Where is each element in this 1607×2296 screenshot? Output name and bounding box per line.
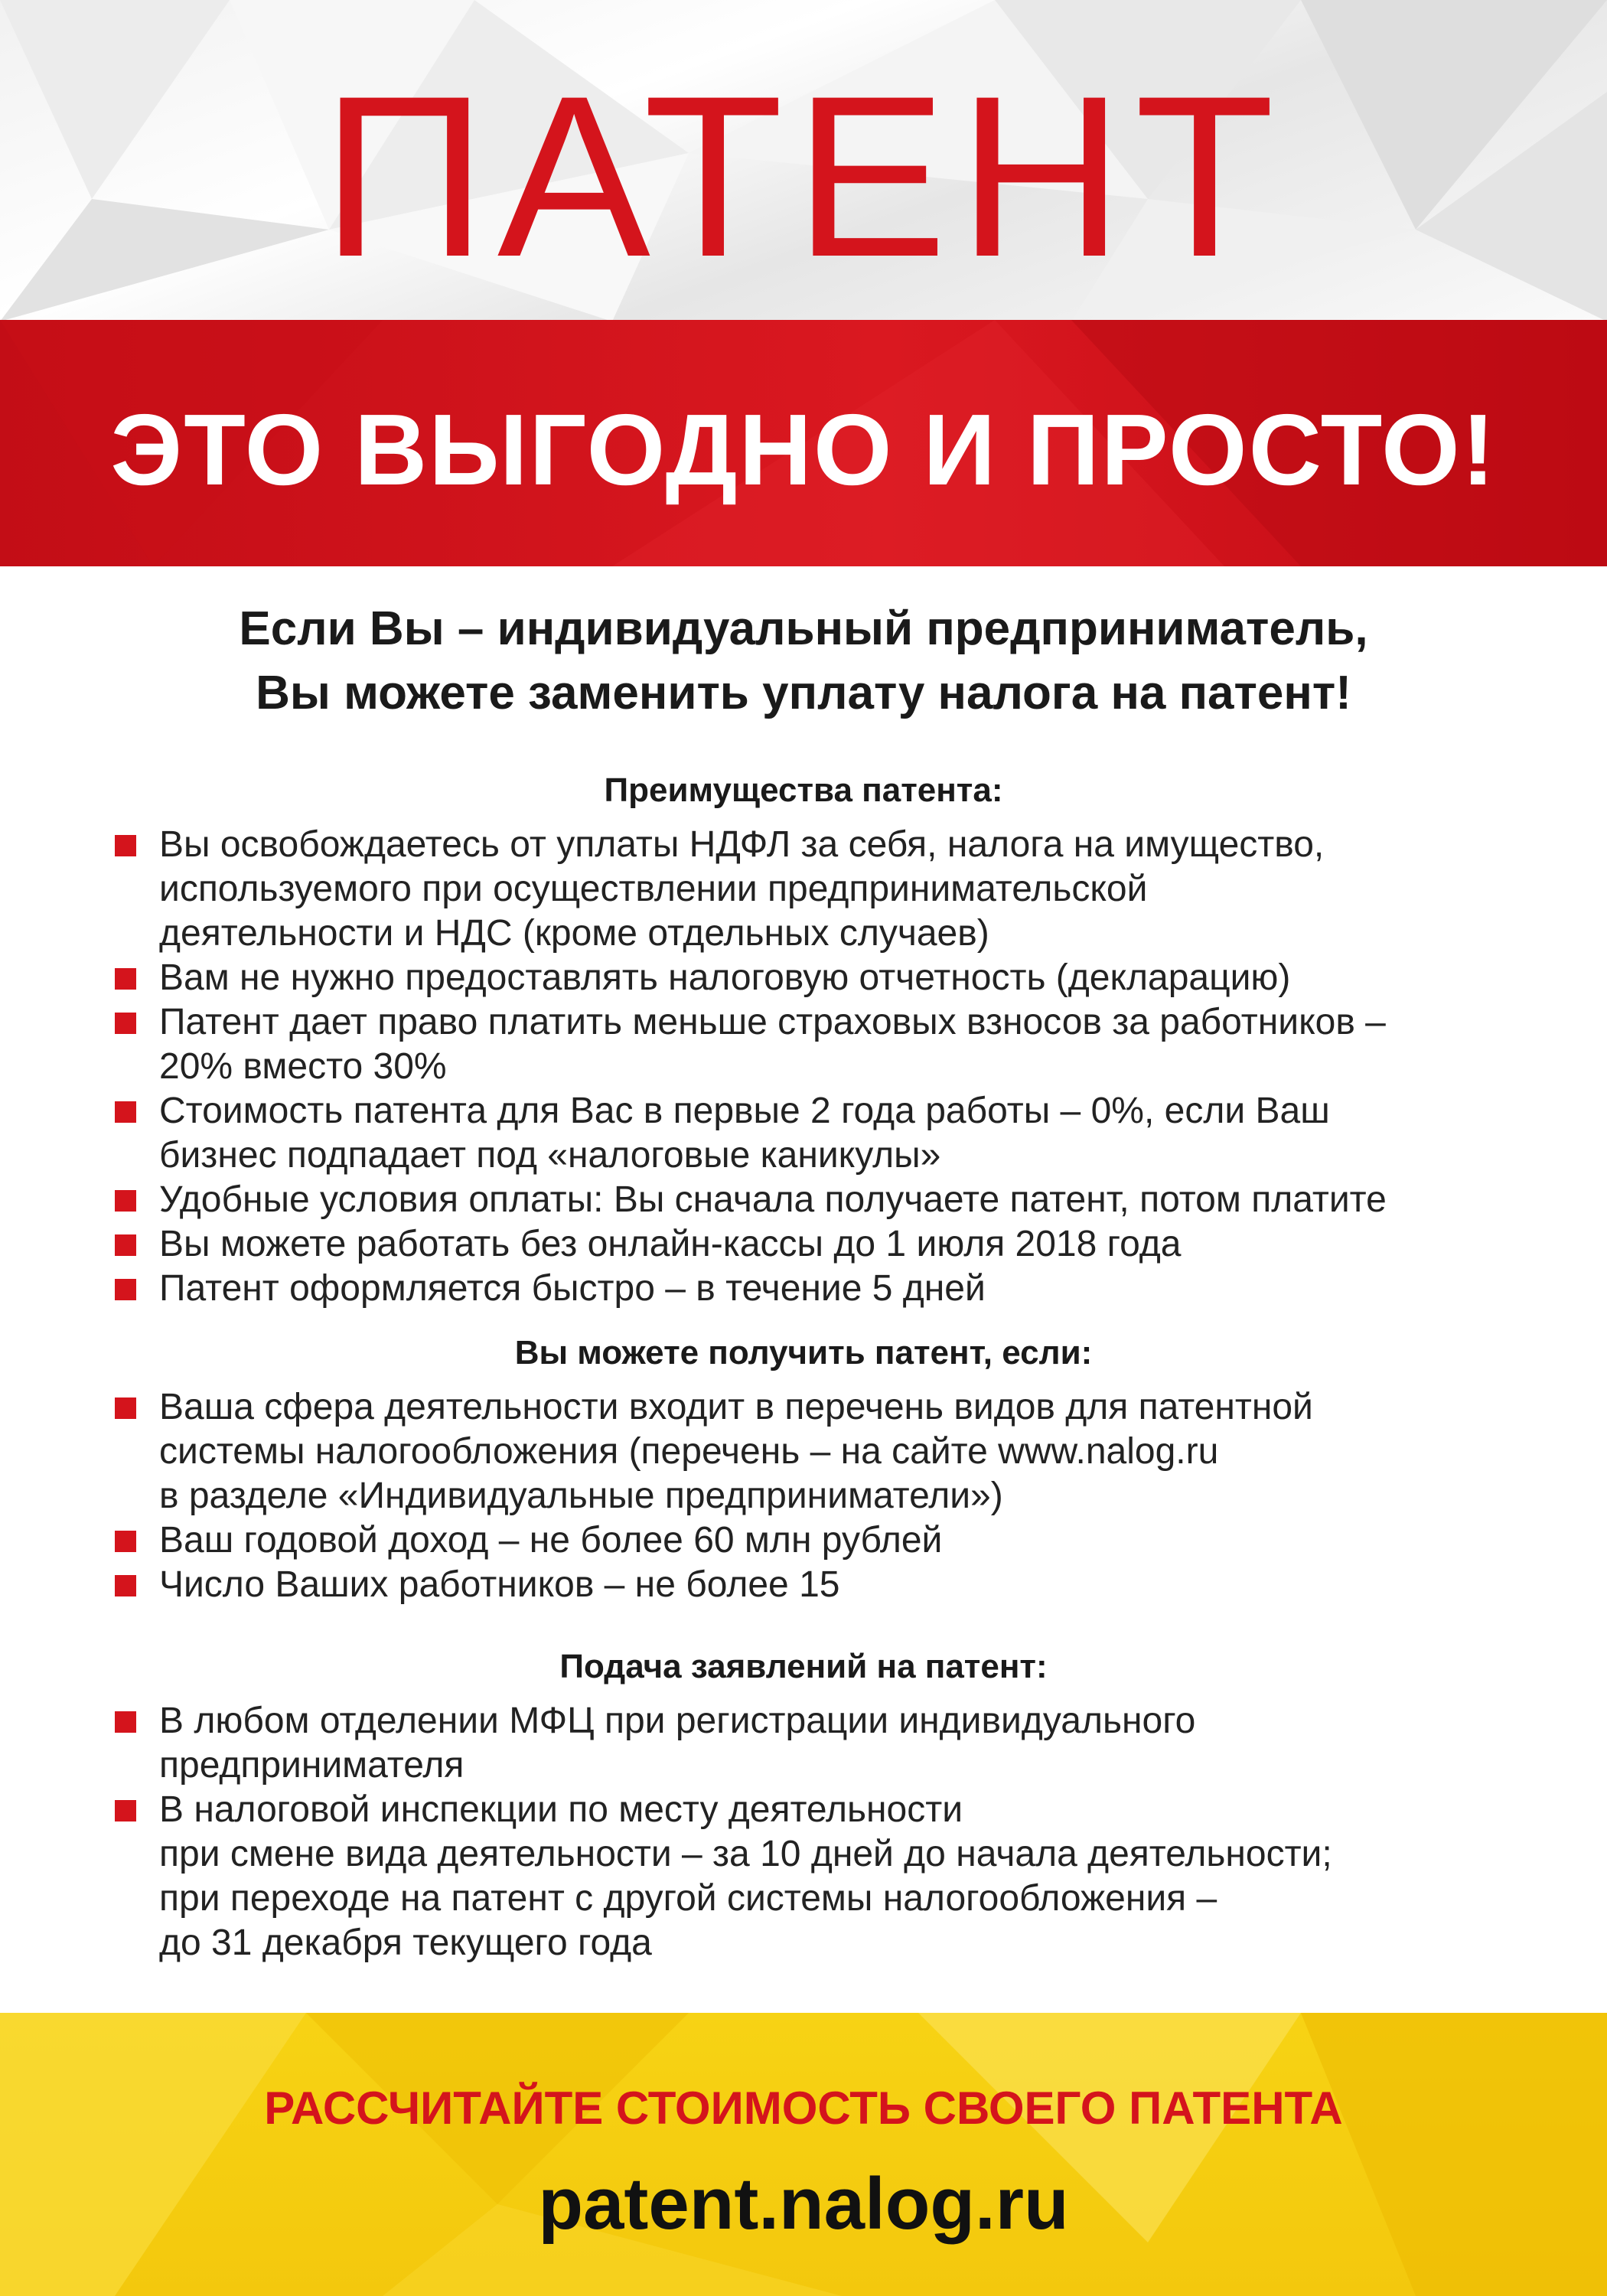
- bullet-square-icon: [115, 1575, 136, 1596]
- list-item-line: используемого при осуществлении предпринимательской: [159, 869, 1148, 909]
- bullet-square-icon: [115, 1190, 136, 1212]
- lead-line-1: Если Вы – индивидуальный предприниматель,: [239, 602, 1368, 655]
- list-item-line: Вам не нужно предоставлять налоговую отчетность (декларацию): [159, 957, 1291, 998]
- list-item-line: Ваша сфера деятельности входит в перечень видов для патентной: [159, 1387, 1313, 1427]
- list-item: [115, 1000, 1569, 1089]
- header-background: [0, 0, 1607, 321]
- list-item-line: при переходе на патент с другой системы налогообложения –: [159, 1878, 1217, 1919]
- list-item: [115, 1788, 1569, 1965]
- list-item: [115, 1089, 1569, 1178]
- list-item-line: предпринимателя: [159, 1745, 464, 1786]
- red-banner: [0, 320, 1607, 566]
- section-title-advantages: Преимущества патента:: [604, 771, 1003, 809]
- list-item: [115, 1518, 1569, 1563]
- list-item-line: бизнес подпадает под «налоговые каникулы»: [159, 1135, 941, 1176]
- footer-cta: РАССЧИТАЙТЕ СТОИМОСТЬ СВОЕГО ПАТЕНТА: [264, 2082, 1343, 2134]
- list-item-line: системы налогообложения (перечень – на сайте www.nalog.ru: [159, 1431, 1219, 1472]
- list-item-line: Ваш годовой доход – не более 60 млн рублей: [159, 1520, 943, 1561]
- list-item-line: Число Ваших работников – не более 15: [159, 1564, 840, 1605]
- application-list: [115, 1699, 1569, 1965]
- bullet-square-icon: [115, 1711, 136, 1733]
- main-content: [0, 597, 1607, 726]
- bullet-square-icon: [115, 1531, 136, 1552]
- list-item: [115, 823, 1569, 956]
- list-item-line: до 31 декабря текущего года: [159, 1923, 652, 1963]
- bullet-square-icon: [115, 968, 136, 990]
- list-item-line: 20% вместо 30%: [159, 1046, 447, 1087]
- advantages-list: [115, 823, 1569, 1311]
- bullet-square-icon: [115, 1279, 136, 1300]
- page-title: ПАТЕНТ: [321, 47, 1286, 305]
- list-item-line: Патент оформляется быстро – в течение 5 дней: [159, 1268, 986, 1309]
- list-item-line: Стоимость патента для Вас в первые 2 года работы – 0%, если Ваш: [159, 1091, 1330, 1131]
- list-item-line: Удобные условия оплаты: Вы сначала получаете патент, потом платите: [159, 1179, 1387, 1220]
- lead-line-2: Вы можете заменить уплату налога на патент!: [256, 667, 1351, 719]
- footer-banner: [0, 2013, 1607, 2296]
- list-item: [115, 1699, 1569, 1788]
- list-item: [115, 1385, 1569, 1518]
- list-item-line: Вы можете работать без онлайн-кассы до 1 июля 2018 года: [159, 1224, 1182, 1264]
- list-item-line: деятельности и НДС (кроме отдельных случаев): [159, 913, 989, 954]
- bullet-square-icon: [115, 1013, 136, 1034]
- list-item-line: в разделе «Индивидуальные предприниматели»): [159, 1476, 1003, 1516]
- list-item-line: В налоговой инспекции по месту деятельности: [159, 1789, 963, 1830]
- list-item-line: при смене вида деятельности – за 10 дней до начала деятельности;: [159, 1834, 1332, 1874]
- list-item: [115, 1563, 1569, 1607]
- footer-facets: [0, 2013, 1607, 2296]
- list-item-line: Вы освобождаетесь от уплаты НДФЛ за себя, налога на имущество,: [159, 824, 1325, 865]
- section-title-eligibility: Вы можете получить патент, если:: [514, 1334, 1093, 1371]
- list-item: [115, 956, 1569, 1000]
- bullet-square-icon: [115, 1800, 136, 1821]
- bullet-square-icon: [115, 1397, 136, 1419]
- bullet-square-icon: [115, 1101, 136, 1123]
- bullet-square-icon: [115, 1234, 136, 1256]
- list-item-line: Патент дает право платить меньше страховых взносов за работников –: [159, 1002, 1386, 1042]
- list-item-line: В любом отделении МФЦ при регистрации индивидуального: [159, 1701, 1196, 1741]
- list-item: [115, 1267, 1569, 1311]
- banner-slogan: ЭТО ВЫГОДНО И ПРОСТО!: [110, 393, 1497, 506]
- bullet-square-icon: [115, 835, 136, 856]
- section-title-application: Подача заявлений на патент:: [559, 1648, 1048, 1685]
- footer-site-link[interactable]: patent.nalog.ru: [538, 2163, 1069, 2245]
- list-item: [115, 1178, 1569, 1222]
- eligibility-list: [115, 1385, 1569, 1607]
- list-item: [115, 1222, 1569, 1267]
